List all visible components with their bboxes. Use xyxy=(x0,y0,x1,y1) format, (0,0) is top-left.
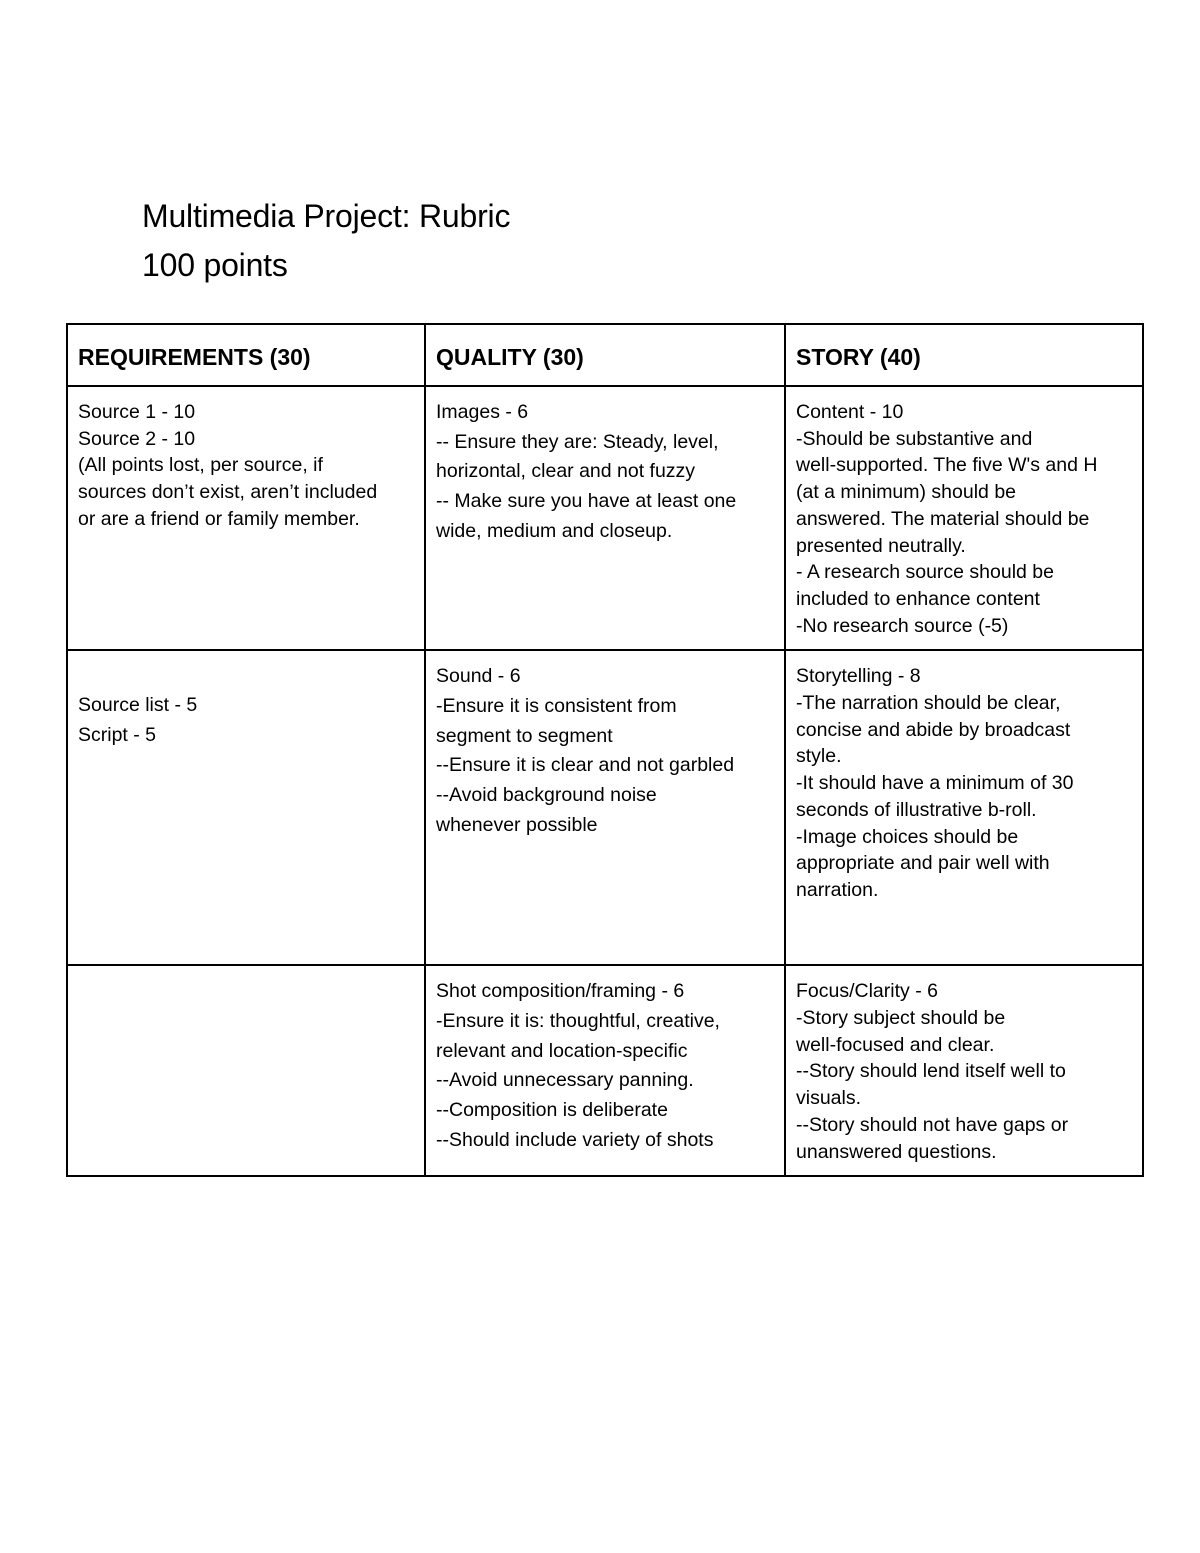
cell-story-storytelling xyxy=(785,650,1143,965)
cell-line: Content - 10 xyxy=(796,401,904,423)
cell-line: --Ensure it is clear and not garbled xyxy=(436,754,735,777)
document-subtitle: 100 points xyxy=(142,247,288,283)
header-requirements: REQUIREMENTS (30) xyxy=(67,324,425,386)
cell-line: narration. xyxy=(796,878,879,901)
cell-line: well-supported. The five W's and H xyxy=(796,454,1098,477)
cell-line: (at a minimum) should be xyxy=(796,481,1017,504)
cell-story-content xyxy=(785,386,1143,650)
cell-line: presented neutrally. xyxy=(796,534,966,557)
cell-line: sources don’t exist, aren’t included xyxy=(78,481,378,504)
cell-line: -It should have a minimum of 30 xyxy=(796,772,1074,795)
cell-line: Sound - 6 xyxy=(436,665,521,688)
cell-line: or are a friend or family member. xyxy=(78,507,360,530)
cell-line: --Avoid unnecessary panning. xyxy=(436,1069,694,1092)
cell-requirements-empty xyxy=(67,965,425,1176)
cell-line: Focus/Clarity - 6 xyxy=(796,980,938,1003)
cell-line: Source list - 5 xyxy=(78,694,198,717)
cell-line: -- Make sure you have at least one xyxy=(436,490,737,513)
cell-requirements-script xyxy=(67,650,425,965)
cell-line: unanswered questions. xyxy=(796,1140,997,1163)
cell-quality-images xyxy=(425,386,785,650)
cell-quality-composition xyxy=(425,965,785,1176)
cell-quality-sound xyxy=(425,650,785,965)
cell-requirements-sources xyxy=(67,386,425,650)
cell-line: concise and abide by broadcast xyxy=(796,718,1071,741)
cell-line: Source 2 - 10 xyxy=(78,427,196,450)
cell-line: Script - 5 xyxy=(78,724,157,747)
table-row xyxy=(67,386,1143,650)
table-row xyxy=(67,965,1143,1176)
table-header-row xyxy=(67,324,1143,386)
cell-line: visuals. xyxy=(796,1087,862,1110)
cell-line: -No research source (-5) xyxy=(796,614,1009,637)
cell-line: Shot composition/framing - 6 xyxy=(436,980,685,1003)
cell-line: - A research source should be xyxy=(796,561,1054,584)
rubric-table xyxy=(66,323,1144,1177)
cell-line: style. xyxy=(796,745,842,768)
cell-line: -Ensure it is consistent from xyxy=(436,695,677,718)
cell-line: horizontal, clear and not fuzzy xyxy=(436,460,696,483)
cell-line: --Story should not have gaps or xyxy=(796,1113,1069,1136)
cell-line: seconds of illustrative b-roll. xyxy=(796,798,1037,821)
cell-line: -Image choices should be xyxy=(796,825,1019,848)
cell-line: --Story should lend itself well to xyxy=(796,1060,1066,1083)
cell-line: -- Ensure they are: Steady, level, xyxy=(436,430,719,453)
cell-line: included to enhance content xyxy=(796,587,1040,610)
cell-line: wide, medium and closeup. xyxy=(436,519,673,542)
cell-story-focus xyxy=(785,965,1143,1176)
cell-line: -Story subject should be xyxy=(796,1007,1006,1030)
cell-line: --Composition is deliberate xyxy=(436,1099,668,1122)
cell-line: (All points lost, per source, if xyxy=(78,454,323,477)
document-title: Multimedia Project: Rubric xyxy=(142,198,511,234)
table-row xyxy=(67,650,1143,965)
document-header xyxy=(142,192,510,290)
cell-line: -The narration should be clear, xyxy=(796,692,1061,715)
cell-line: relevant and location-specific xyxy=(436,1039,688,1062)
header-quality: QUALITY (30) xyxy=(425,324,785,386)
header-story: STORY (40) xyxy=(785,324,1143,386)
cell-line: segment to segment xyxy=(436,724,613,747)
cell-line: answered. The material should be xyxy=(796,507,1090,530)
cell-line: -Ensure it is: thoughtful, creative, xyxy=(436,1010,720,1033)
cell-line: Storytelling - 8 xyxy=(796,665,921,688)
cell-line: -Should be substantive and xyxy=(796,427,1033,450)
cell-line: well-focused and clear. xyxy=(796,1033,995,1056)
cell-line: Images - 6 xyxy=(436,401,529,423)
cell-line: Source 1 - 10 xyxy=(78,401,196,423)
cell-line: whenever possible xyxy=(436,813,598,836)
cell-line: --Should include variety of shots xyxy=(436,1128,714,1151)
cell-line: --Avoid background noise xyxy=(436,784,657,807)
cell-line: appropriate and pair well with xyxy=(796,852,1050,875)
